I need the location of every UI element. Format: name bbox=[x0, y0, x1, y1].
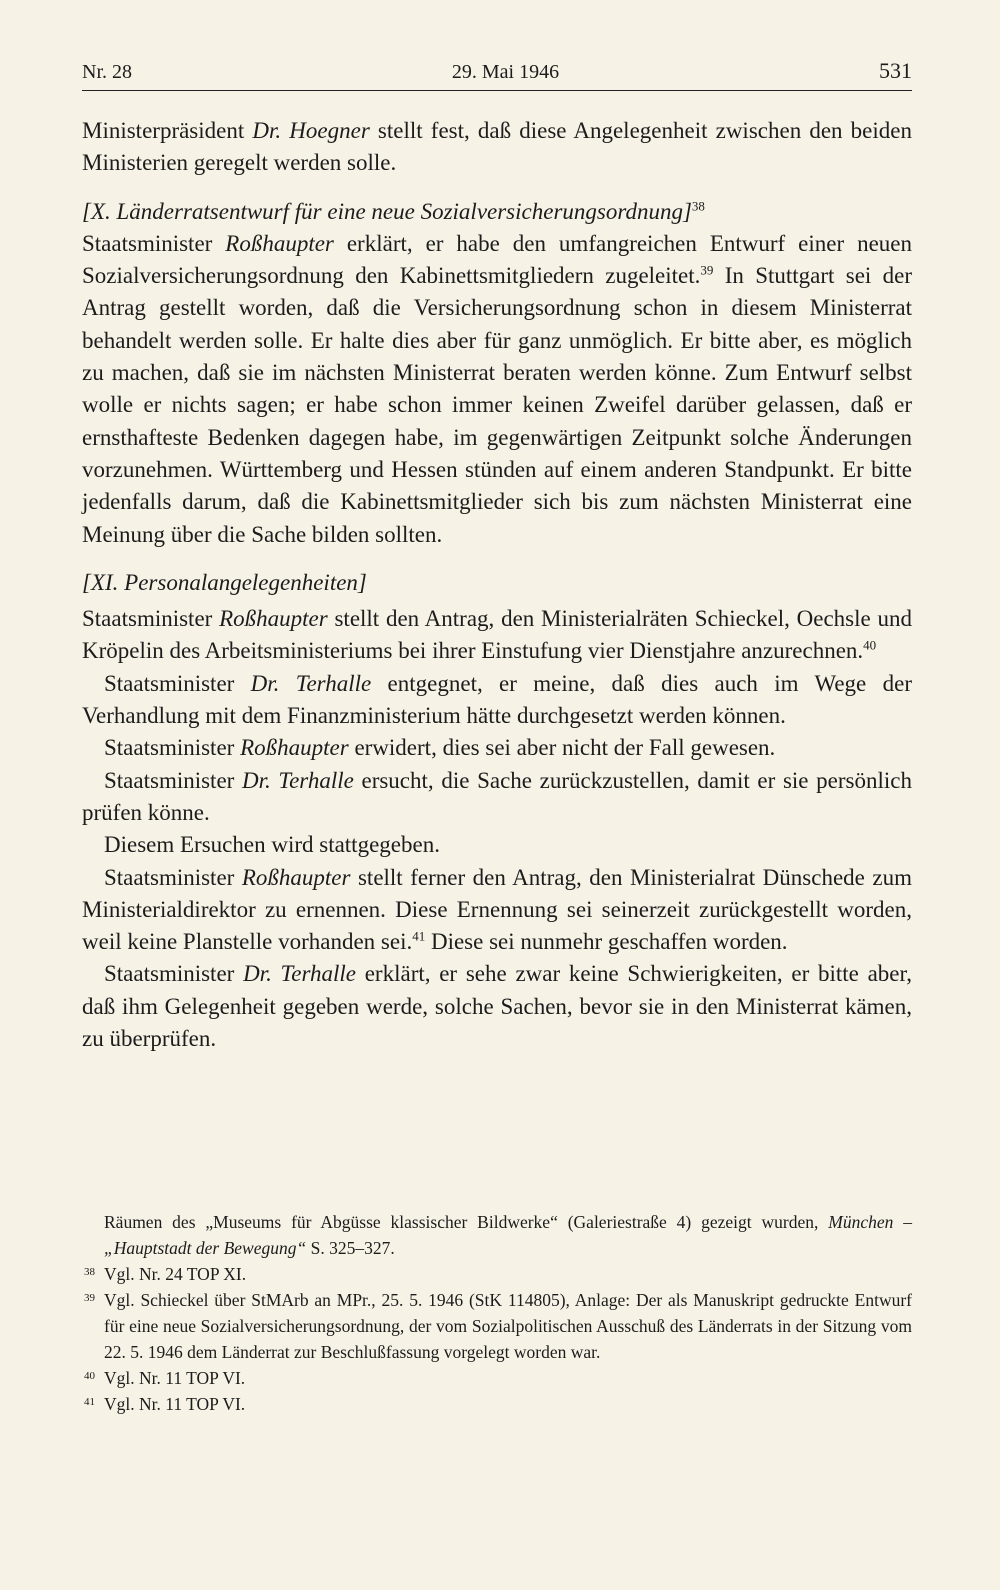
paragraph: Staatsminister Dr. Terhalle ersucht, die Sache zurückzustellen, damit er sie persönlich prüfen könne. bbox=[82, 767, 912, 825]
footnote-ref: 38 bbox=[691, 197, 705, 213]
footnote: 40 Vgl. Nr. 11 TOP VI. bbox=[104, 1365, 912, 1391]
footnote-number: 39 bbox=[84, 1292, 95, 1304]
paragraph: Staatsminister Roßhaupter stellt ferner den Antrag, den Ministerialrat Dünschede zum Ministerialdirektor zu ernennen. Diese Ernennung sei seinerzeit zurückgestellt worden, weil keine Planstelle vorhanden sei.$^{41}$ Diese sei nunmehr geschaffen worden. bbox=[82, 864, 912, 955]
person-name: Dr. Terhalle bbox=[241, 767, 354, 793]
protocol-body bbox=[82, 115, 912, 1055]
agenda-heading-xi: [XI. Personalangelegenheiten] bbox=[82, 569, 367, 595]
footnote-ref: 40 bbox=[863, 637, 877, 653]
footnote-number: 41 bbox=[84, 1396, 95, 1408]
footnote-number: 40 bbox=[84, 1370, 95, 1382]
footnote: 39 Vgl. Schieckel über StMArb an MPr., 25. 5. 1946 (StK 114805), Anlage: Der als Manuskript gedruckte Entwurf für eine neue Sozialversicherungsordnung, der vom Sozialpolitischen Ausschuß des Länderrats in der Sitzung vom 22. 5. 1946 dem Länderrat zur Beschlußfassung vorgelegt worden war. bbox=[104, 1287, 912, 1365]
document-number: Nr. 28 bbox=[82, 61, 132, 83]
paragraph: Staatsminister Dr. Terhalle erklärt, er sehe zwar keine Schwierigkeiten, er bitte aber, daß ihm Gelegenheit gegeben werde, solche Sachen, bevor sie in den Ministerrat kämen, zu überprüfen. bbox=[82, 961, 912, 1052]
footnote: 41 Vgl. Nr. 11 TOP VI. bbox=[104, 1391, 912, 1417]
footnotes bbox=[84, 1209, 912, 1417]
agenda-heading-x: [X. Länderratsentwurf für eine neue Sozialversicherungsordnung]$^{38}$ bbox=[82, 197, 705, 224]
session-date: 29. Mai 1946 bbox=[451, 61, 560, 83]
footnote-ref: 41 bbox=[412, 928, 426, 944]
person-name: Roßhaupter bbox=[225, 230, 334, 256]
document-page bbox=[82, 58, 912, 1055]
page-number: 531 bbox=[879, 58, 912, 83]
paragraph: Staatsminister Roßhaupter stellt den Antrag, den Ministerialräten Schieckel, Oechsle und Kröpelin des Arbeitsministeriums bei ihrer Einstufung vier Dienstjahre anzurechnen.$^{40}$ bbox=[82, 606, 912, 664]
footnote-number: 38 bbox=[84, 1266, 95, 1278]
person-name: Roßhaupter bbox=[240, 735, 349, 761]
person-name: Roßhaupter bbox=[219, 606, 328, 632]
paragraph: Staatsminister Roßhaupter erklärt, er habe den umfangreichen Entwurf einer neuen Sozialversicherungsordnung den Kabinettsmitgliedern zugeleitet.$^{39}$ In Stuttgart sei der Antrag gestellt worden, daß die Versicherungsordnung schon in diesem Ministerrat behandelt werden solle. Er halte dies aber für ganz unmöglich. Er bitte aber, es möglich zu machen, daß sie im nächsten Ministerrat beraten werden könne. Zum Entwurf selbst wolle er nichts sagen; er habe schon immer keinen Zweifel darüber gelassen, daß er ernsthafteste Bedenken dagegen habe, im gegenwärtigen Zeitpunkt solche Änderungen vorzunehmen. Württemberg und Hessen stünden auf einem anderen Standpunkt. Er bitte jedenfalls darum, daß die Kabinettsmitglieder sich bis zum nächsten Ministerrat eine Meinung über die Sache bilden sollten. bbox=[82, 230, 912, 547]
paragraph: Staatsminister Dr. Terhalle entgegnet, er meine, daß dies auch im Wege der Verhandlung mit dem Finanzministerium hätte durchgesetzt werden können. bbox=[82, 670, 912, 729]
person-name: Roßhaupter bbox=[241, 864, 351, 890]
person-name: Dr. Terhalle bbox=[243, 961, 356, 987]
paragraph: Diesem Ersuchen wird stattgegeben. bbox=[104, 832, 440, 858]
footnote: 38 Vgl. Nr. 24 TOP XI. bbox=[104, 1261, 912, 1287]
paragraph: Ministerpräsident Dr. Hoegner stellt fest, daß diese Angelegenheit zwischen den beiden Ministerien geregelt werden solle. bbox=[82, 118, 912, 176]
person-name: Dr. Hoegner bbox=[252, 118, 370, 143]
person-name: Dr. Terhalle bbox=[250, 670, 372, 696]
paragraph: Staatsminister Roßhaupter erwidert, dies sei aber nicht der Fall gewesen. bbox=[104, 735, 776, 761]
footnote-ref: 39 bbox=[700, 262, 714, 278]
footnote-continuation: Räumen des „Museums für Abgüsse klassischer Bildwerke“ (Galeriestraße 4) gezeigt wurden, München – „Hauptstadt der Bewegung“ S. 325–327. bbox=[104, 1212, 912, 1258]
running-header bbox=[82, 58, 912, 91]
